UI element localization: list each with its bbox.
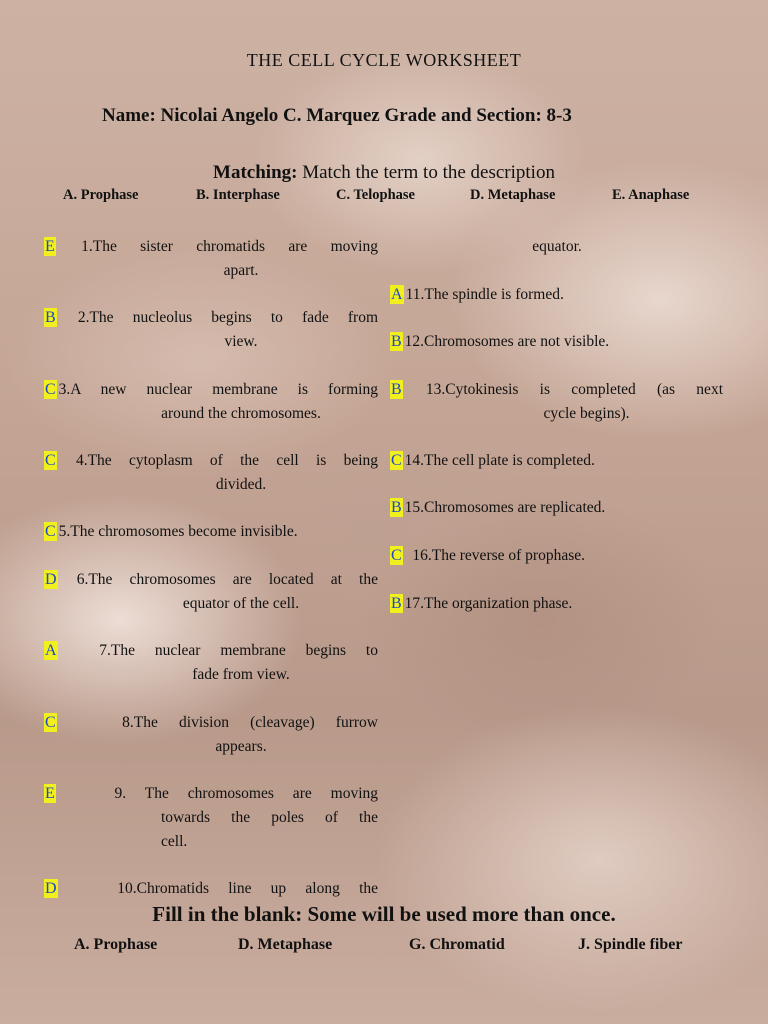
matching-label: Matching: xyxy=(213,162,298,183)
item-12: B 12.Chromosomes are not visible. xyxy=(391,333,610,350)
item-10-continuation: equator. xyxy=(532,238,582,255)
matching-text: Match the term to the description xyxy=(297,162,555,183)
item-2: B 2.The nucleolus begins to fade from view. xyxy=(45,309,379,350)
answer-11: A xyxy=(391,286,403,303)
answer-17: B xyxy=(391,595,402,612)
worksheet-title: THE CELL CYCLE WORKSHEET xyxy=(246,50,522,70)
answer-16: C xyxy=(391,547,402,564)
answer-13: B xyxy=(391,381,402,398)
item-13: B 13.Cytokinesis is completed (as next cycle begins). xyxy=(391,381,723,422)
item-6: D 6.The chromosomes are located at the equator of the cell. xyxy=(45,571,378,612)
answer-10: D xyxy=(45,880,57,897)
option-d: D. Metaphase xyxy=(470,187,556,203)
item-16: C 16.The reverse of prophase. xyxy=(391,547,586,564)
answer-1: E xyxy=(45,238,55,255)
fill-option-d: D. Metaphase xyxy=(238,936,333,953)
option-c: C. Telophase xyxy=(336,187,415,203)
answer-7: A xyxy=(45,642,57,659)
item-15: B 15.Chromosomes are replicated. xyxy=(391,499,606,516)
answer-9: E xyxy=(45,785,55,802)
option-e: E. Anaphase xyxy=(612,187,690,203)
answer-15: B xyxy=(391,499,402,516)
item-5: C 5.The chromosomes become invisible. xyxy=(45,523,298,540)
answer-3: C xyxy=(45,381,56,398)
answer-6: D xyxy=(45,571,57,588)
fill-option-a: A. Prophase xyxy=(74,936,158,953)
answer-12: B xyxy=(391,333,402,350)
item-8: C 8.The division (cleavage) furrow appears. xyxy=(45,714,378,755)
item-10: D 10.Chromatids line up along the xyxy=(45,880,379,897)
item-4: C 4.The cytoplasm of the cell is being divided. xyxy=(45,452,379,493)
item-3: C 3.A new nuclear membrane is forming around the chromosomes. xyxy=(45,381,378,422)
option-b: B. Interphase xyxy=(196,187,280,203)
fill-option-j: J. Spindle fiber xyxy=(578,936,683,953)
item-7: A 7.The nuclear membrane begins to fade from view. xyxy=(45,642,378,683)
fill-in-blank-title: Fill in the blank: Some will be used more than once. xyxy=(152,902,616,926)
item-1: E 1.The sister chromatids are moving apart. xyxy=(45,238,378,279)
answer-5: C xyxy=(45,523,56,540)
item-9: E 9. The chromosomes are moving towards the poles of the cell. xyxy=(45,785,379,850)
answer-2: B xyxy=(45,309,56,326)
answer-14: C xyxy=(391,452,402,469)
matching-instruction xyxy=(0,162,768,184)
item-17: B 17.The organization phase. xyxy=(391,595,573,612)
answer-8: C xyxy=(45,714,56,731)
answer-4: C xyxy=(45,452,56,469)
student-name-line: Name: Nicolai Angelo C. Marquez Grade and Section: 8-3 xyxy=(102,105,572,126)
item-11: A 11.The spindle is formed. xyxy=(391,286,564,303)
item-14: C 14.The cell plate is completed. xyxy=(391,452,595,469)
option-a: A. Prophase xyxy=(63,187,139,203)
fill-option-g: G. Chromatid xyxy=(409,936,505,953)
